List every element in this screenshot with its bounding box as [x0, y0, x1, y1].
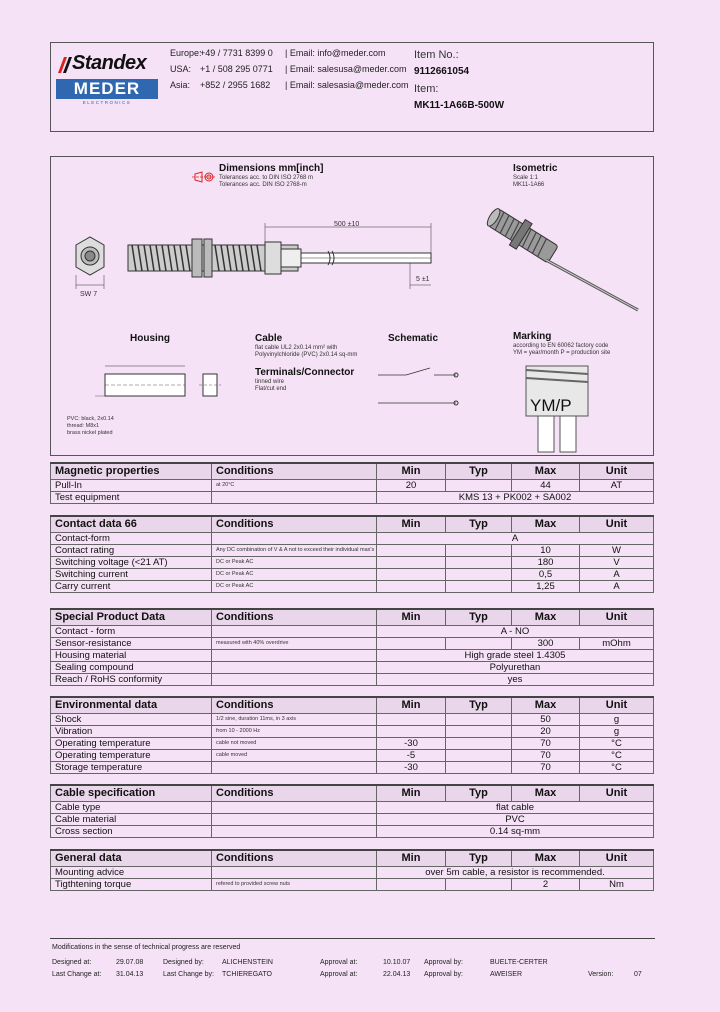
- item-label: Item:: [414, 83, 439, 95]
- table-row: [51, 545, 654, 557]
- col-header-min: Min: [377, 697, 446, 714]
- standex-mark-icon: [56, 55, 72, 75]
- col-header-unit: Unit: [580, 463, 654, 480]
- table-title: General data: [51, 850, 212, 867]
- row-name: Vibration: [51, 726, 212, 738]
- approval-label-1: Approval at:: [320, 959, 358, 966]
- row-name: Shock: [51, 714, 212, 726]
- table-row: [51, 762, 654, 774]
- schematic-title: Schematic: [388, 333, 439, 344]
- table-title: Environmental data: [51, 697, 212, 714]
- row-name: Carry current: [51, 581, 212, 593]
- row-value: KMS 13 + PK002 + SA002: [377, 492, 654, 504]
- row-value: PVC: [377, 814, 654, 826]
- housing-note3: brass nickel plated: [67, 430, 113, 436]
- row-typ: [446, 726, 512, 738]
- table-title: Contact data 66: [51, 516, 212, 533]
- row-max: 44: [512, 480, 580, 492]
- row-name: Switching current: [51, 569, 212, 581]
- row-min: [377, 714, 446, 726]
- col-header-typ: Typ: [446, 609, 512, 626]
- col-header-conditions: Conditions: [212, 609, 377, 626]
- row-conditions: [212, 626, 377, 638]
- table-row: [51, 650, 654, 662]
- col-header-conditions: Conditions: [212, 516, 377, 533]
- designed-at-label: Designed at:: [52, 959, 92, 966]
- spec-table: [50, 462, 654, 504]
- last-change-by: TCHIEREGATO: [222, 971, 272, 978]
- contact-region-1: USA:: [170, 64, 192, 74]
- length-label: 500 ±10: [334, 221, 360, 228]
- row-unit: AT: [580, 480, 654, 492]
- row-conditions: 1/2 sine, duration 11ms, in 3 axis: [212, 714, 377, 726]
- col-header-typ: Typ: [446, 850, 512, 867]
- row-name: Contact-form: [51, 533, 212, 545]
- col-header-conditions: Conditions: [212, 785, 377, 802]
- table-row: [51, 867, 654, 879]
- row-typ: [446, 557, 512, 569]
- logo-standex: [56, 52, 160, 76]
- spec-table: [50, 696, 654, 774]
- approval-by-label-2: Approval by:: [424, 971, 463, 978]
- row-conditions: refered to provided screw nuts: [212, 879, 377, 891]
- col-header-max: Max: [512, 697, 580, 714]
- housing-note2: thread: M8x1: [67, 423, 100, 429]
- table-title: Special Product Data: [51, 609, 212, 626]
- approval-by-label-1: Approval by:: [424, 959, 463, 966]
- logo-sub: ELECTRONICS: [82, 100, 132, 105]
- row-typ: [446, 714, 512, 726]
- logo: [56, 52, 160, 106]
- row-typ: [446, 762, 512, 774]
- col-header-min: Min: [377, 850, 446, 867]
- sensor-drawing: [60, 215, 450, 310]
- row-conditions: DC or Peak AC: [212, 569, 377, 581]
- contact-email-2: | Email: salesasia@meder.com: [285, 80, 409, 90]
- row-typ: [446, 738, 512, 750]
- row-name: Operating temperature: [51, 750, 212, 762]
- col-header-min: Min: [377, 785, 446, 802]
- table-row: [51, 674, 654, 686]
- row-name: Cable type: [51, 802, 212, 814]
- row-conditions: [212, 826, 377, 838]
- row-unit: V: [580, 557, 654, 569]
- row-conditions: [212, 674, 377, 686]
- terminals-sub1: tinned wire: [255, 379, 285, 385]
- approval-at-2: 22.04.13: [383, 971, 411, 978]
- row-name: Tigthtening torque: [51, 879, 212, 891]
- logo-top-text: Standex: [72, 52, 147, 74]
- row-typ: [446, 581, 512, 593]
- table-row: [51, 802, 654, 814]
- row-max: 70: [512, 738, 580, 750]
- contact-phone-0: +49 / 7731 8399 0: [200, 48, 273, 58]
- row-unit: °C: [580, 762, 654, 774]
- table-row: [51, 738, 654, 750]
- row-name: Cable material: [51, 814, 212, 826]
- col-header-max: Max: [512, 463, 580, 480]
- row-unit: °C: [580, 750, 654, 762]
- row-name: Reach / RoHS conformity: [51, 674, 212, 686]
- table-row: [51, 662, 654, 674]
- col-header-typ: Typ: [446, 785, 512, 802]
- col-header-typ: Typ: [446, 697, 512, 714]
- marking-sub1: according to EN 60062 factory code: [513, 343, 609, 349]
- approval-label-2: Approval at:: [320, 971, 358, 978]
- row-min: -30: [377, 738, 446, 750]
- row-max: 300: [512, 638, 580, 650]
- version-label: Version:: [588, 971, 614, 978]
- row-min: 20: [377, 480, 446, 492]
- row-unit: Nm: [580, 879, 654, 891]
- designed-at: 29.07.08: [116, 959, 144, 966]
- row-name: Sensor-resistance: [51, 638, 212, 650]
- row-unit: A: [580, 581, 654, 593]
- col-header-conditions: Conditions: [212, 697, 377, 714]
- row-value: A: [377, 533, 654, 545]
- approval-by-1: BUELTE-CERTER: [490, 959, 548, 966]
- row-unit: °C: [580, 738, 654, 750]
- row-value: 0.14 sq-mm: [377, 826, 654, 838]
- row-typ: [446, 879, 512, 891]
- table-row: [51, 581, 654, 593]
- table-row: [51, 569, 654, 581]
- row-name: Contact rating: [51, 545, 212, 557]
- table-row: [51, 714, 654, 726]
- contact-email-1: | Email: salesusa@meder.com: [285, 64, 407, 74]
- housing-title: Housing: [130, 333, 170, 344]
- footer-note: Modifications in the sense of technical progress are reserved: [52, 944, 241, 951]
- row-max: 70: [512, 750, 580, 762]
- item-no: 9112661054: [414, 66, 470, 77]
- row-conditions: DC or Peak AC: [212, 557, 377, 569]
- approval-at-1: 10.10.07: [383, 959, 411, 966]
- row-conditions: [212, 814, 377, 826]
- row-name: Contact - form: [51, 626, 212, 638]
- row-name: Storage temperature: [51, 762, 212, 774]
- cable-sub2: Polyvinylchloride (PVC) 2x0.14 sq-mm: [255, 352, 358, 358]
- table-row: [51, 480, 654, 492]
- row-max: 10: [512, 545, 580, 557]
- version: 07: [634, 971, 642, 978]
- row-value: flat cable: [377, 802, 654, 814]
- row-value: A - NO: [377, 626, 654, 638]
- cable-sub1: flat cable UL2 2x0.14 mm² with: [255, 345, 338, 351]
- row-value: over 5m cable, a resistor is recommended.: [377, 867, 654, 879]
- col-header-max: Max: [512, 609, 580, 626]
- marking-code: YM/P: [530, 396, 572, 415]
- spec-table: [50, 849, 654, 891]
- col-header-min: Min: [377, 516, 446, 533]
- col-header-unit: Unit: [580, 850, 654, 867]
- table-title: Cable specification: [51, 785, 212, 802]
- table-row: [51, 533, 654, 545]
- isometric-sub1: Scale 1:1: [513, 175, 539, 181]
- col-header-unit: Unit: [580, 516, 654, 533]
- contact-phone-1: +1 / 508 295 0771: [200, 64, 273, 74]
- row-conditions: from 10 - 2000 Hz: [212, 726, 377, 738]
- approval-by-2: AWEISER: [490, 971, 523, 978]
- row-max: 50: [512, 714, 580, 726]
- strip-label: 5 ±1: [416, 276, 430, 283]
- row-min: [377, 569, 446, 581]
- terminals-title: Terminals/Connector: [255, 367, 355, 378]
- row-name: Sealing compound: [51, 662, 212, 674]
- terminals-sub2: Flat/cut end: [255, 386, 287, 392]
- col-header-typ: Typ: [446, 463, 512, 480]
- spec-table: [50, 515, 654, 593]
- row-conditions: [212, 650, 377, 662]
- contact-email-0: | Email: info@meder.com: [285, 48, 386, 58]
- designed-by-label: Designed by:: [163, 959, 204, 966]
- row-value: yes: [377, 674, 654, 686]
- row-typ: [446, 750, 512, 762]
- row-value: High grade steel 1.4305: [377, 650, 654, 662]
- marking-title: Marking: [513, 331, 552, 342]
- row-min: [377, 545, 446, 557]
- table-row: [51, 726, 654, 738]
- row-min: [377, 726, 446, 738]
- spec-table: [50, 608, 654, 686]
- row-typ: [446, 569, 512, 581]
- contact-region-2: Asia:: [170, 80, 191, 90]
- last-change-by-label: Last Change by:: [163, 971, 214, 978]
- item-no-label: Item No.:: [414, 49, 459, 61]
- row-max: 70: [512, 762, 580, 774]
- row-typ: [446, 480, 512, 492]
- table-row: [51, 750, 654, 762]
- row-conditions: measured with 40% overdrive: [212, 638, 377, 650]
- table-row: [51, 626, 654, 638]
- wrench-label: SW 7: [80, 291, 98, 298]
- row-conditions: [212, 762, 377, 774]
- contact-region-0: Europe:: [170, 48, 202, 58]
- table-row: [51, 879, 654, 891]
- table-row: [51, 557, 654, 569]
- row-max: 1,25: [512, 581, 580, 593]
- row-name: Housing material: [51, 650, 212, 662]
- row-unit: g: [580, 714, 654, 726]
- row-min: -30: [377, 762, 446, 774]
- row-min: [377, 581, 446, 593]
- row-min: -5: [377, 750, 446, 762]
- table-row: [51, 492, 654, 504]
- col-header-max: Max: [512, 516, 580, 533]
- row-conditions: [212, 802, 377, 814]
- row-conditions: cable not moved: [212, 738, 377, 750]
- row-max: 2: [512, 879, 580, 891]
- row-value: Polyurethan: [377, 662, 654, 674]
- table-row: [51, 814, 654, 826]
- row-name: Switching voltage (<21 AT): [51, 557, 212, 569]
- last-change-at: 31.04.13: [116, 971, 144, 978]
- table-row: [51, 638, 654, 650]
- col-header-unit: Unit: [580, 697, 654, 714]
- footer-divider: [50, 938, 655, 939]
- col-header-unit: Unit: [580, 609, 654, 626]
- col-header-min: Min: [377, 609, 446, 626]
- row-max: 180: [512, 557, 580, 569]
- row-max: 0,5: [512, 569, 580, 581]
- table-title: Magnetic properties: [51, 463, 212, 480]
- row-name: Mounting advice: [51, 867, 212, 879]
- col-header-max: Max: [512, 850, 580, 867]
- row-unit: W: [580, 545, 654, 557]
- row-min: [377, 557, 446, 569]
- row-conditions: [212, 533, 377, 545]
- dimensions-title: Dimensions mm[inch]: [219, 163, 324, 174]
- isometric-sub2: MK11-1A66: [513, 182, 545, 188]
- isometric-title: Isometric: [513, 163, 558, 174]
- row-max: 20: [512, 726, 580, 738]
- row-unit: mOhm: [580, 638, 654, 650]
- col-header-conditions: Conditions: [212, 850, 377, 867]
- col-header-unit: Unit: [580, 785, 654, 802]
- col-header-typ: Typ: [446, 516, 512, 533]
- row-conditions: DC or Peak AC: [212, 581, 377, 593]
- contact-phone-2: +852 / 2955 1682: [200, 80, 271, 90]
- row-conditions: [212, 492, 377, 504]
- dimensions-sub2: Tolerances acc. DIN ISO 2768-m: [219, 182, 307, 188]
- row-typ: [446, 638, 512, 650]
- isometric-picture: [478, 205, 648, 315]
- marking-sub2: YM = year/month P = production site: [513, 350, 611, 356]
- schematic-drawing: [378, 362, 463, 412]
- row-conditions: Any DC combination of V & A not to exceed their individual max's: [212, 545, 377, 557]
- col-header-conditions: Conditions: [212, 463, 377, 480]
- cable-title: Cable: [255, 333, 283, 344]
- row-name: Pull-In: [51, 480, 212, 492]
- projection-symbol-icon: [192, 170, 216, 184]
- row-conditions: [212, 662, 377, 674]
- designed-by: ALICHENSTEIN: [222, 959, 273, 966]
- last-change-at-label: Last Change at:: [52, 971, 102, 978]
- table-row: [51, 826, 654, 838]
- dimensions-sub1: Tolerances acc. to DIN ISO 2768 m: [219, 175, 314, 181]
- item-name: MK11-1A66B-500W: [414, 100, 505, 111]
- logo-meder: MEDER: [56, 79, 158, 99]
- row-typ: [446, 545, 512, 557]
- row-name: Cross section: [51, 826, 212, 838]
- row-unit: A: [580, 569, 654, 581]
- col-header-min: Min: [377, 463, 446, 480]
- housing-note1: PVC: black, 2x0.14: [67, 416, 114, 422]
- spec-table: [50, 784, 654, 838]
- row-conditions: [212, 867, 377, 879]
- col-header-max: Max: [512, 785, 580, 802]
- row-min: [377, 638, 446, 650]
- row-name: Test equipment: [51, 492, 212, 504]
- row-conditions: at 20°C: [212, 480, 377, 492]
- row-conditions: cable moved: [212, 750, 377, 762]
- row-min: [377, 879, 446, 891]
- row-unit: g: [580, 726, 654, 738]
- row-name: Operating temperature: [51, 738, 212, 750]
- housing-drawing: [65, 360, 225, 415]
